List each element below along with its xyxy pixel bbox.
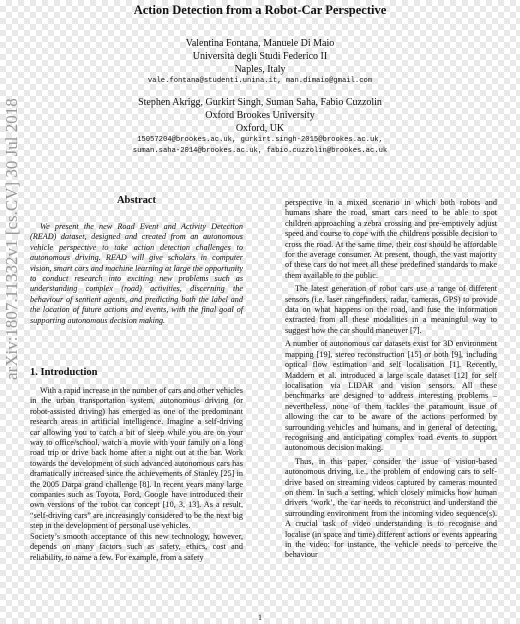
- city-1: Naples, Italy: [234, 64, 286, 75]
- affiliation-block-1: [0, 37, 520, 87]
- emails-2a: 15057204@brookes.ac.uk, gurkirt.singh-2015@brookes.ac.uk,: [137, 136, 383, 144]
- author-names-1: Valentina Fontana, Manuele Di Maio: [185, 38, 335, 49]
- institution-1: Università degli Studi Federico II: [192, 51, 328, 62]
- abstract-heading: Abstract: [116, 195, 157, 206]
- abstract-paragraph: We present the new Road Event and Activity Detection (READ) dataset, designed and created from an autonomous vehicle perspective to take action detection challenges to autonomous driving. READ will give scholars in computer vision, smart cars and machine learning at large the opportunity to conduct research into exciting new problems such as understanding complex (road) activities, discerning the behaviour of sentient agents, and predicting both the label and the location of future actions and events, with the final goal of supporting autonomous decision making.: [30, 222, 243, 325]
- right-paragraph-1: perspective in a mixed scenario in which both robots and humans share the road, smart cars need to be able to spot children approaching a zebra crossing and pre-emptively adjust speed and course to cope with the childrens possible decision to cross the road. At the same time, their cost should be affordable for the average consumer. At present, though, the vast majority of these cars do not meet all these predefined standards to make them available to the public.: [285, 198, 497, 280]
- right-paragraph-4: Thus, in this paper, consider the issue of vision-based autonomous driving, i.e., the problem of endowing cars to self-drive based on streaming videos captured by cameras mounted on them. In such a setting, which closely mimicks how human drivers ‘work’, the car needs to reconstruct and understand the surrounding environment from the incoming video sequence(s). A crucial task of video understanding is to recognise and localise (in space and time) different actions or events appearing in the video: for instance, the vehicle needs to perceive the behaviour: [285, 456, 497, 560]
- affiliation-block-2: [0, 96, 520, 157]
- right-paragraph-2: The latest generation of robot cars use a range of different sensors (i.e. laser rangefinders, radar, cameras, GPS) to provide data on what happens on the road, and fuse the information extracted from all these modalities in a meaningful way to suggest how the car should maneuver [7].: [285, 284, 497, 335]
- page-number: 1: [258, 613, 262, 622]
- arxiv-stamp: arXiv:1807.11332v1 [cs.CV] 30 Jul 2018: [2, 98, 21, 380]
- institution-2: Oxford Brookes University: [205, 110, 315, 121]
- abstract-text: [30, 222, 243, 326]
- emails-2b: suman.saha-2014@brookes.ac.uk, fabio.cuzzolin@brookes.ac.uk: [132, 147, 388, 155]
- right-column: [285, 198, 497, 561]
- right-paragraph-3: A number of autonomous car datasets exist for 3D environment mapping [19], stereo reconstruction [15] or both [9], including optical flow estimation and self localisation [1]. Recently, Maddern et al. introduced a large scale dataset [12] for self localisation via LIDAR and vision sensors. All these benchmarks are designed to address interesting problems – nevertheless, none of them tackles the paramount issue of allowing the car to be aware of the actions performed by surrounding vehicles and humans, and in general of detecting, recognising and anticipating complex road events to support autonomous decision making.: [285, 339, 497, 453]
- intro-paragraph-1: With a rapid increase in the number of cars and other vehicles in the urban transportation system, autonomous driving (or robot-assisted driving) has emerged as one of the predominant research areas in artificial intelligence. Imagine a self-driving car allowing you to catch a bit of sleep while you are on your way to office/school, watch a movie with your family on a long road trip or drive back home after a night out at the bar. Work towards the development of such advanced autonomous cars has dramatically increased since the achievements of Stanley [25] in the 2005 Darpa grand challenge [8]. In recent years many large companies such as Toyota, Ford, Google have introduced their own versions of the robot car concept [10, 3, 13]. As a result, “self-driving cars” are increasingly considered to be the next big step in the development of personal use vehicles.: [30, 386, 243, 531]
- paper-title: Action Detection from a Robot-Car Perspective: [133, 3, 387, 17]
- intro-paragraph-2: Society’s smooth acceptance of this new technology, however, depends on many factors such as safety, ethics, cost and reliability, to name a few. For example, from a safety: [30, 531, 243, 562]
- intro-heading: 1. Introduction: [30, 367, 98, 378]
- author-names-2: Stephen Akrigg, Gurkirt Singh, Suman Saha, Fabio Cuzzolin: [138, 97, 382, 108]
- emails-1: vale.fontana@studenti.unina.it, man.dimaio@gmail.com: [147, 77, 373, 85]
- intro-body: [30, 386, 243, 563]
- city-2: Oxford, UK: [235, 123, 285, 134]
